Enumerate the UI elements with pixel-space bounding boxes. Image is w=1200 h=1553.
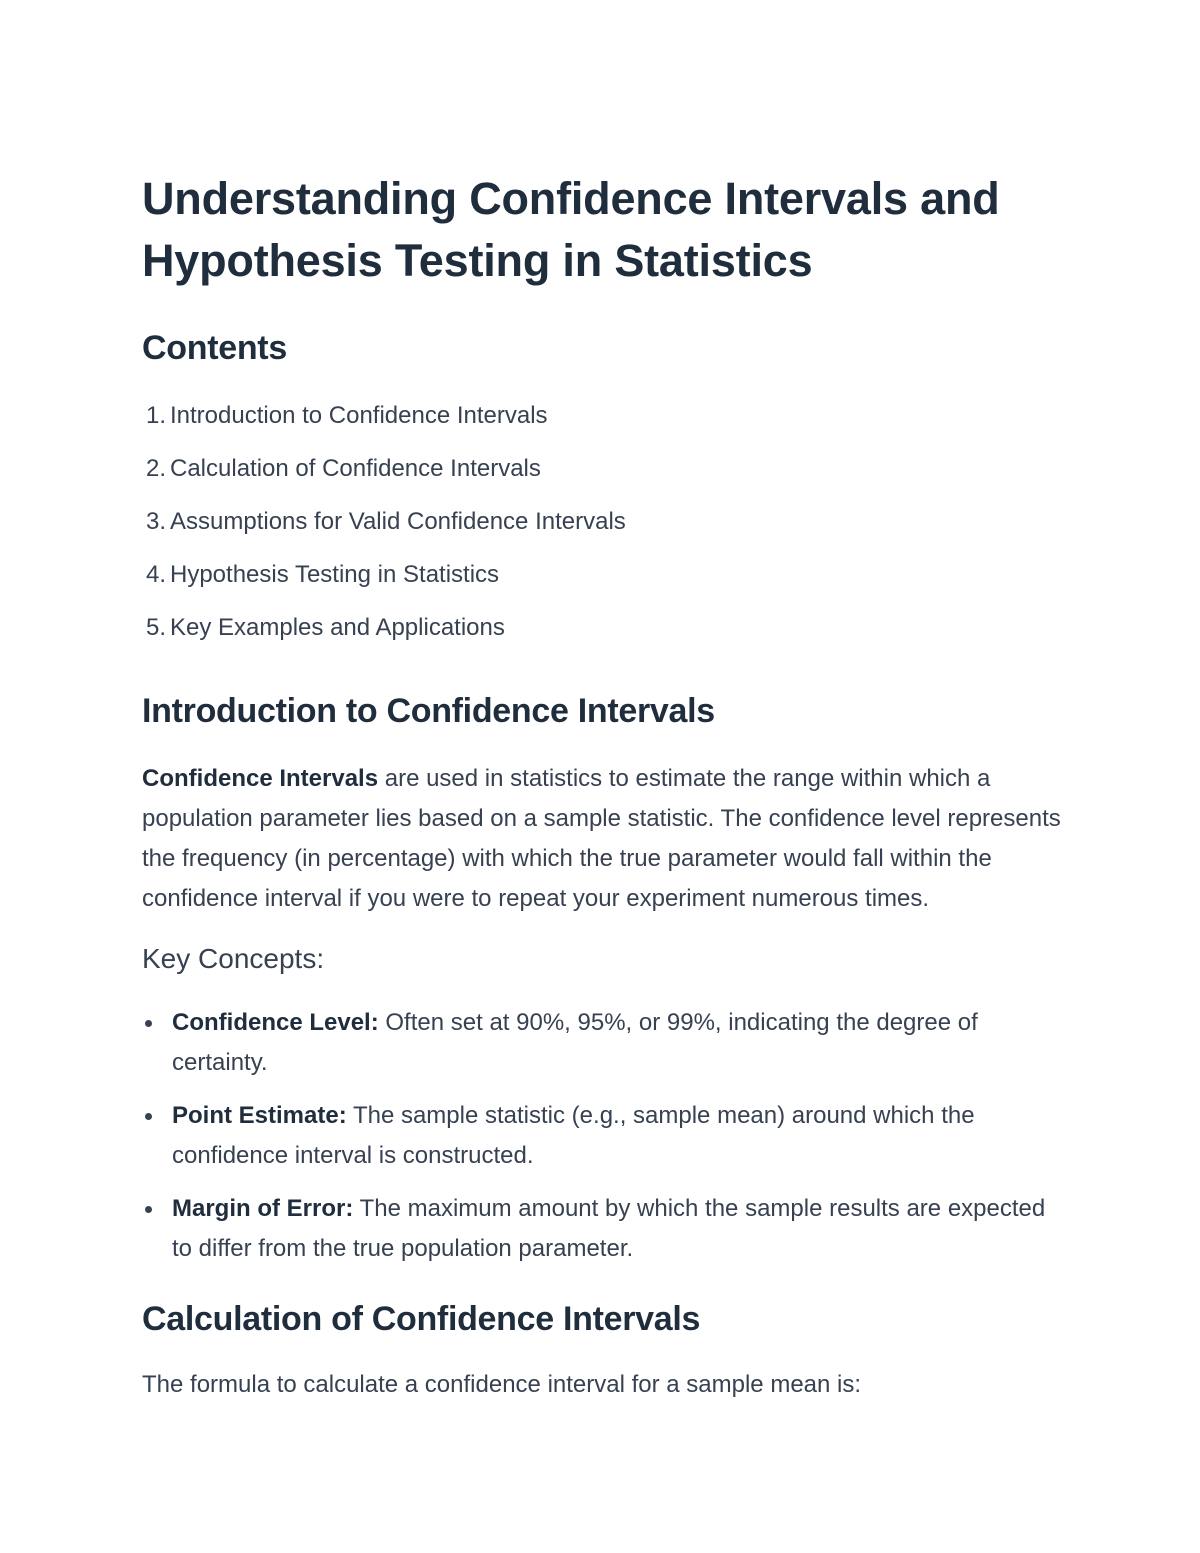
toc-label: Introduction to Confidence Intervals [170,402,548,429]
table-of-contents [142,400,1060,665]
toc-number: 2. [145,455,166,482]
intro-heading: Introduction to Confidence Intervals [142,692,715,730]
toc-label: Assumptions for Valid Confidence Intervals [170,508,626,535]
toc-label: Hypothesis Testing in Statistics [170,561,500,588]
key-concepts-list [142,1003,1062,1269]
concept-text: The sample statistic (e.g., sample mean) around which the confidence interval is constructed. [172,1102,975,1169]
calculation-heading: Calculation of Confidence Intervals [142,1300,701,1338]
intro-paragraph [142,759,1062,919]
toc-number: 5. [145,614,166,641]
concept-text: Often set at 90%, 95%, or 99%, indicating the degree of certainty. [172,1009,978,1076]
list-item [142,1096,1062,1176]
key-concepts-heading: Key Concepts: [142,943,325,974]
toc-item[interactable] [142,612,1060,665]
toc-number: 4. [145,561,166,588]
concept-term: Confidence Level: [172,1009,379,1036]
intro-lead-term: Confidence Intervals [142,765,379,792]
concept-text: The maximum amount by which the sample results are expected to differ from the true population parameter. [172,1195,1046,1262]
toc-number: 1. [145,402,166,429]
toc-item[interactable] [142,506,1060,559]
bullet-dot-icon [145,1113,152,1120]
toc-label: Calculation of Confidence Intervals [170,455,541,482]
concept-term: Point Estimate: [172,1102,347,1129]
toc-item[interactable] [142,559,1060,612]
list-item [142,1189,1062,1269]
calculation-paragraph: The formula to calculate a confidence interval for a sample mean is: [142,1371,862,1398]
document-title: Understanding Confidence Intervals and Hypothesis Testing in Statistics [142,173,1000,286]
bullet-dot-icon [145,1020,152,1027]
contents-heading: Contents [142,329,287,367]
toc-label: Key Examples and Applications [170,614,505,641]
toc-item[interactable] [142,453,1060,506]
toc-number: 3. [145,508,166,535]
bullet-dot-icon [145,1206,152,1213]
intro-lead-text: are used in statistics to estimate the range within which a population parameter lies based on a sample statistic. The confidence level represents the frequency (in percentage) with which the true parameter would fall within the confidence interval if you were to repeat your experiment numerous times. [142,765,1061,912]
list-item [142,1003,1062,1083]
concept-term: Margin of Error: [172,1195,354,1222]
toc-item[interactable] [142,400,1060,453]
